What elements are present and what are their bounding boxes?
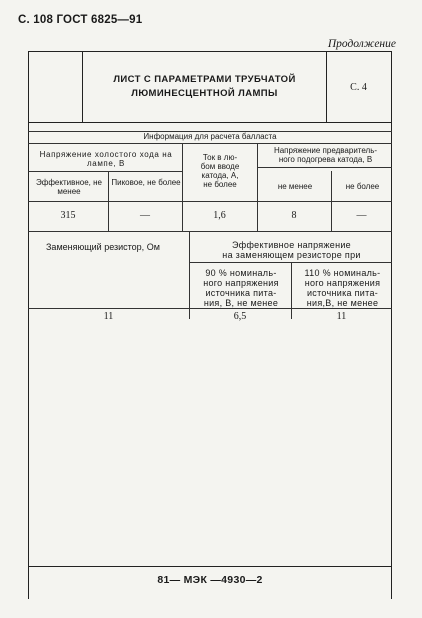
effective-voltage-line-1: Эффективное напряжение (232, 240, 351, 250)
value-preheat-max: — (356, 210, 367, 221)
page-reference: С. 108 ГОСТ 6825—91 (18, 14, 143, 26)
footer-rule (28, 566, 392, 567)
col-110-line-1: 110 % номиналь- (304, 268, 381, 278)
col-peak: Пиковое, не более (111, 178, 181, 187)
value-110-percent: 11 (336, 311, 347, 322)
rule (257, 167, 392, 168)
value-peak: — (140, 210, 150, 221)
sheet-number: С. 4 (350, 81, 367, 93)
footer-code: 81— МЭК —4930—2 (157, 574, 263, 586)
title-block-title (83, 52, 327, 122)
divider (189, 231, 190, 319)
preheat-line-2: ного подогрева катода, В (278, 155, 373, 164)
title-block (28, 51, 392, 123)
col-effective: Эффективное, не менее (36, 178, 102, 196)
col-preheat-voltage (259, 146, 392, 164)
col-90-line-2: ного напряжения (203, 278, 279, 288)
title-block-blank-cell (29, 52, 83, 122)
rule (28, 201, 392, 202)
cathode-current-line-1: Ток в лю- (202, 153, 238, 162)
preheat-line-1: Напряжение предваритель- (273, 146, 378, 155)
col-min: не менее (277, 182, 313, 191)
col-max: не более (345, 182, 380, 191)
rule (28, 308, 392, 309)
col-effective-voltage (191, 240, 392, 260)
col-cathode-current (184, 153, 256, 189)
value-preheat-min: 8 (291, 210, 297, 221)
title-line-2: ЛЮМИНЕСЦЕНТНОЙ ЛАМПЫ (131, 88, 278, 99)
col-90-line-4: ния, В, не менее (203, 298, 279, 308)
value-cathode-current: 1,6 (213, 210, 226, 221)
cathode-current-line-4: не более (203, 180, 237, 189)
title-line-1: ЛИСТ С ПАРАМЕТРАМИ ТРУБЧАТОЙ (113, 74, 296, 85)
value-90-percent: 6,5 (233, 311, 247, 322)
rule (28, 171, 182, 172)
col-110-line-4: ния,В, не менее (306, 298, 379, 308)
rule (28, 231, 392, 232)
continuation-label: Продолжение (327, 38, 396, 50)
col-90-percent (192, 268, 290, 308)
effective-voltage-line-2: на заменяющем резисторе при (222, 250, 361, 260)
col-90-line-1: 90 % номиналь- (205, 268, 277, 278)
col-110-line-2: ного напряжения (304, 278, 381, 288)
value-effective: 315 (60, 210, 76, 221)
ballast-caption: Информация для расчета балласта (143, 132, 277, 141)
col-open-circuit-voltage: Напряжение холостого хода на лампе, В (39, 150, 173, 168)
cathode-current-line-2: бом вводе (200, 162, 240, 171)
col-110-percent (293, 268, 392, 308)
cathode-current-line-3: катода, А, (201, 171, 239, 180)
col-110-line-3: источника пита- (306, 288, 379, 298)
value-resistor: 11 (103, 311, 114, 322)
substitute-resistor-label: Заменяющий резистор, Ом (46, 242, 160, 252)
rule (28, 143, 392, 144)
col-90-line-3: источника пита- (205, 288, 277, 298)
